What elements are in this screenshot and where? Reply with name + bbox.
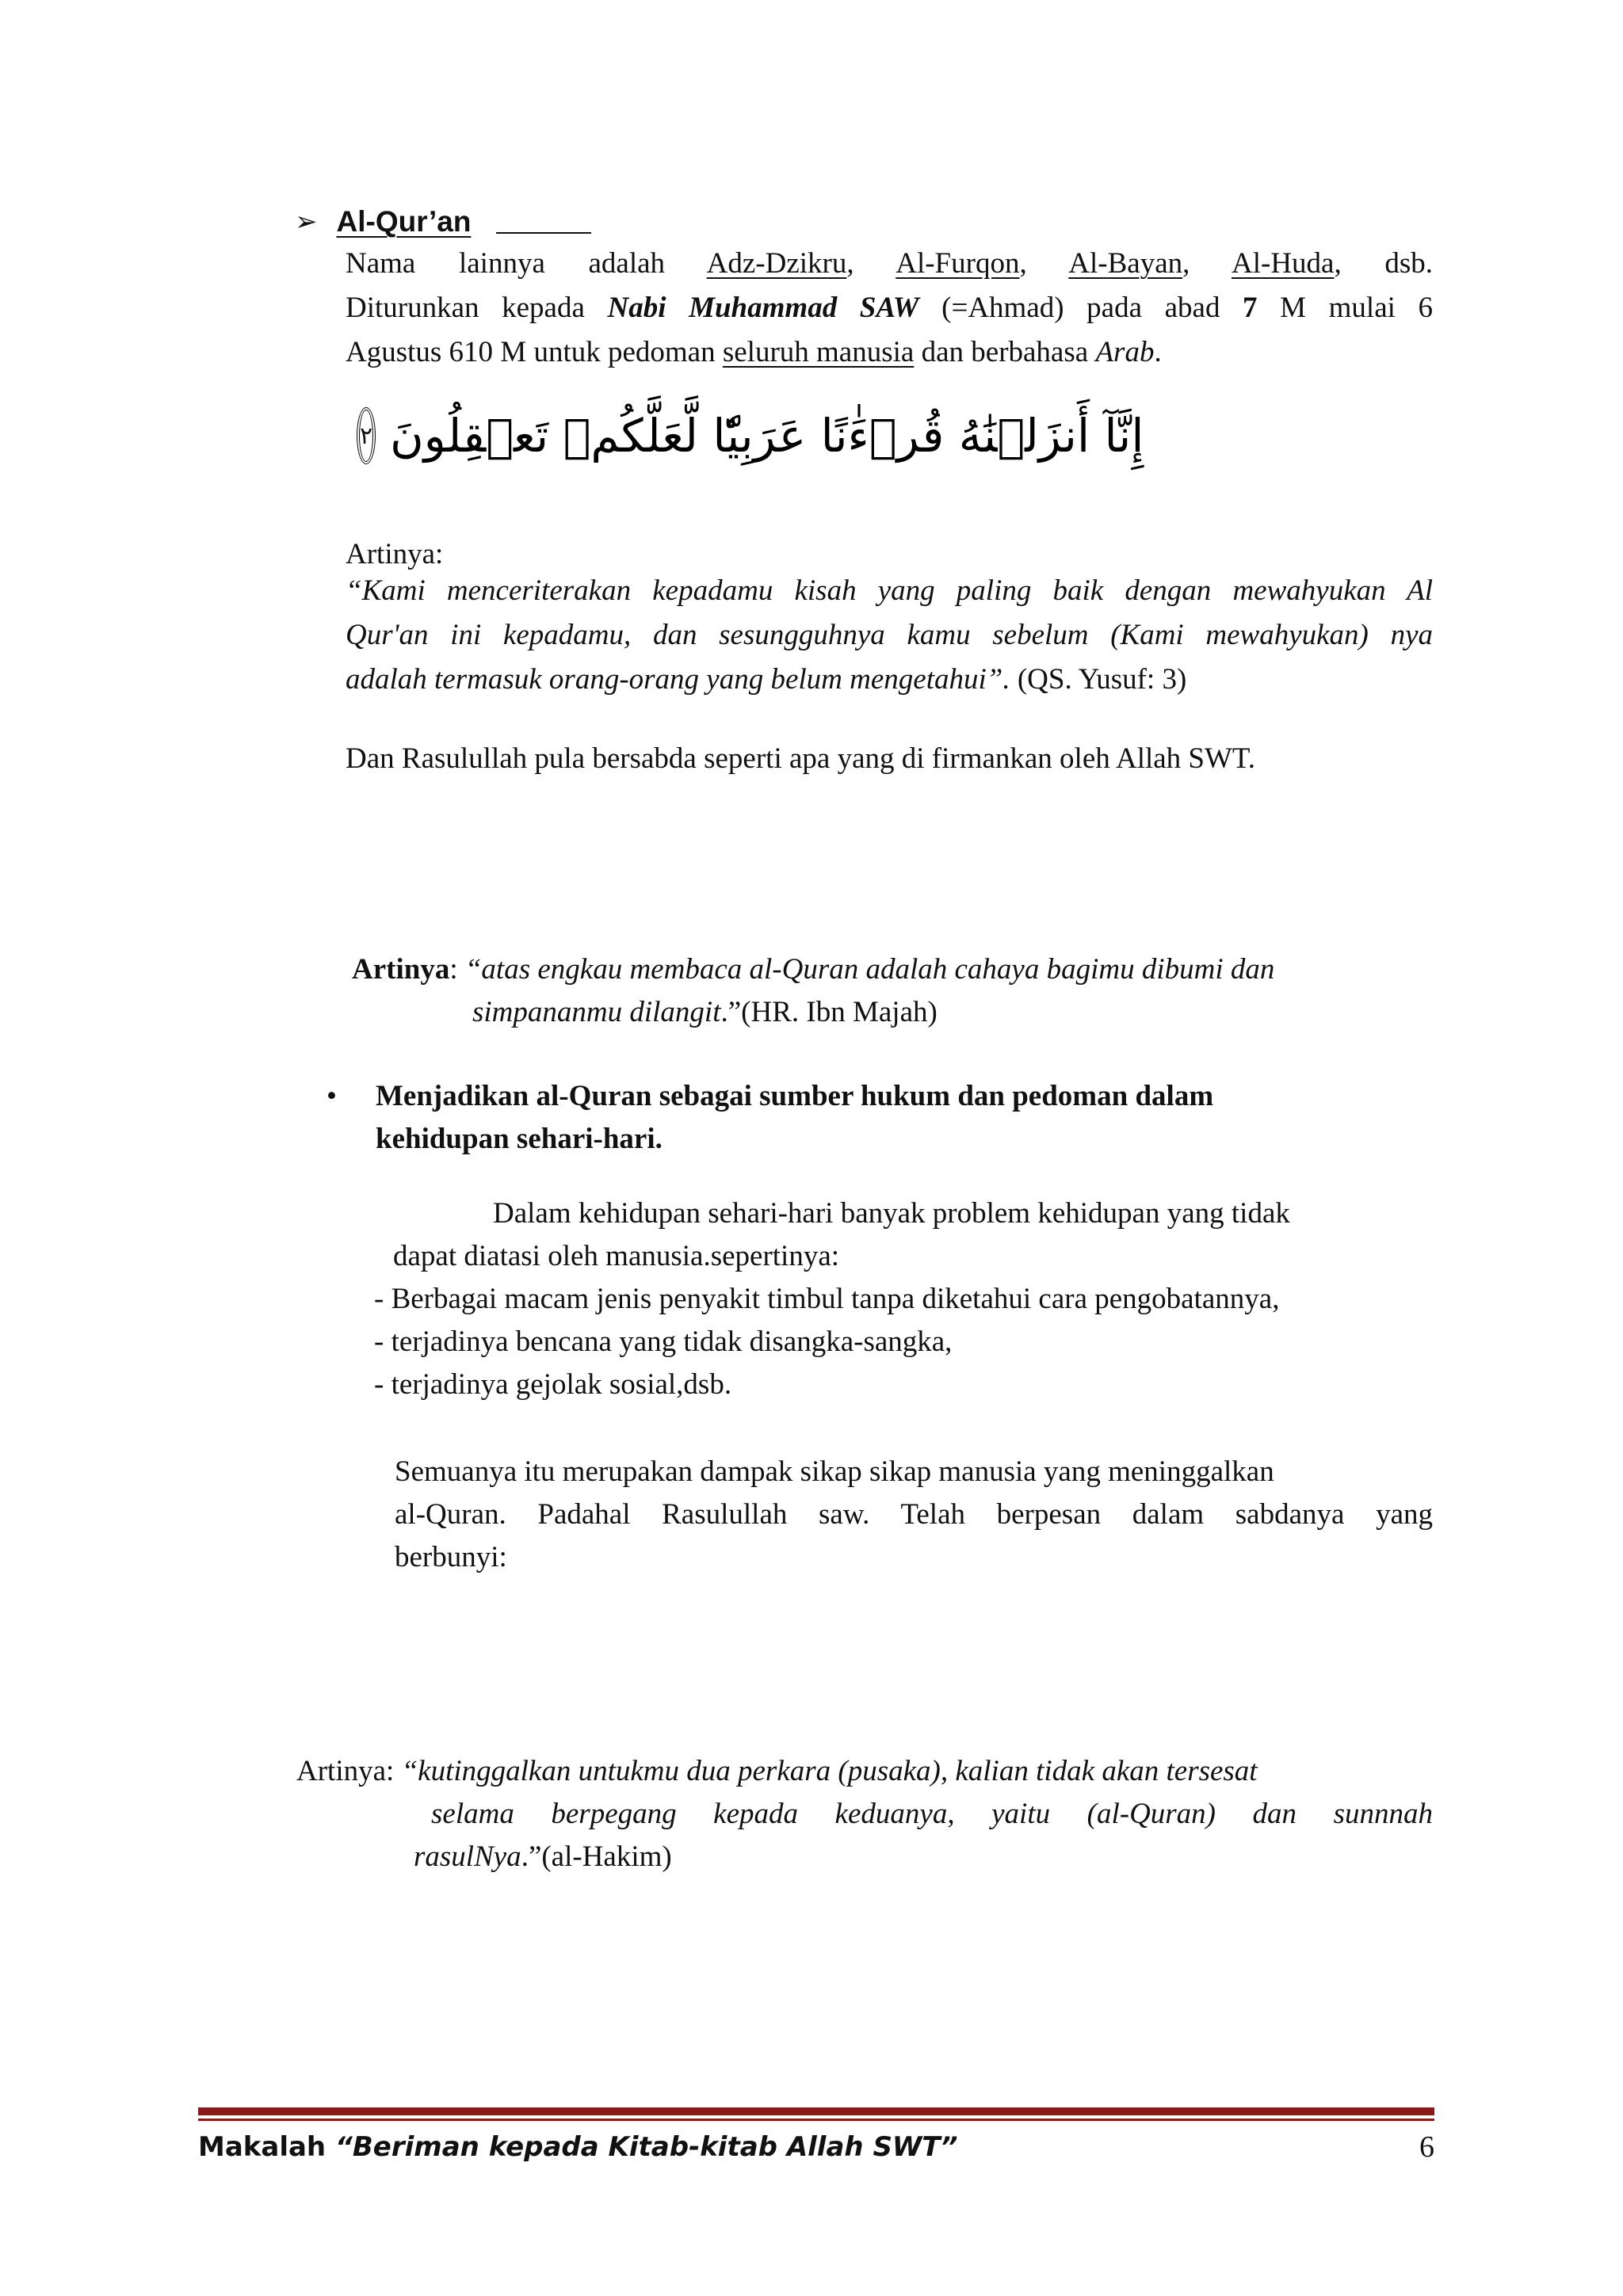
quote1-line2: Qur'an ini kepadamu, dan sesungguhnya kamu sebelum (Kami mewahyukan) nya xyxy=(346,619,1433,651)
bullet-line1: Menjadikan al-Quran sebagai sumber hukum dan pedoman dalam xyxy=(376,1080,1214,1112)
arabic-verse-text: إِنَّآ أَنزَلۡنَٰهُ قُرۡءَٰنًا عَرَبِيّٗا لَّعَلَّكُمۡ تَعۡقِلُونَ xyxy=(390,409,1144,463)
page-number: 6 xyxy=(1419,2130,1434,2164)
quran-verse xyxy=(357,392,1144,479)
section-heading xyxy=(295,200,566,244)
heading-underline-extension xyxy=(496,232,591,234)
rasul-statement: Dan Rasulullah pula bersabda seperti apa yang di firmankan oleh Allah SWT. xyxy=(346,742,1256,775)
section-title: Al-Qur’an xyxy=(336,205,472,238)
names-line: Nama lainnya adalah Adz-Dzikru, Al-Furqon, Al-Bayan, Al-Huda, dsb. xyxy=(346,247,1434,280)
body3-line1: Semuanya itu merupakan dampak sikap sikap manusia yang meninggalkan xyxy=(395,1455,1274,1488)
quote2-line2: simpananmu dilangit.”(HR. Ibn Majah) xyxy=(472,996,938,1028)
quote1-line1: “Kami menceriterakan kepadamu kisah yang paling baik dengan mewahyukan Al xyxy=(346,574,1433,607)
body2-line2: dapat diatasi oleh manusia.sepertinya: xyxy=(393,1240,840,1272)
quote3-line2: selama berpegang kepada keduanya, yaitu (al-Quran) dan sunnnah xyxy=(431,1798,1433,1830)
artinya-label-1: Artinya: xyxy=(346,538,444,570)
body2-line1: Dalam kehidupan sehari-hari banyak problem kehidupan yang tidak xyxy=(493,1197,1290,1230)
list-item: - terjadinya bencana yang tidak disangka-sangka, xyxy=(374,1325,953,1358)
bullet-line2: kehidupan sehari-hari. xyxy=(376,1123,663,1155)
footer-rule-thin xyxy=(198,2119,1434,2121)
body3-line2: al-Quran. Padahal Rasulullah saw. Telah berpesan dalam sabdanya yang xyxy=(395,1498,1433,1531)
body3-line3: berbunyi: xyxy=(395,1541,507,1573)
footer-title: Makalah “Beriman kepada Kitab-kitab Allah SWT” xyxy=(198,2131,958,2163)
quote3-line1: Artinya: “kutinggalkan untukmu dua perkara (pusaka), kalian tidak akan tersesat xyxy=(296,1755,1258,1787)
revelation-line: Diturunkan kepada Nabi Muhammad SAW (=Ahmad) pada abad 7 M mulai 6 xyxy=(346,292,1433,324)
list-item: - Berbagai macam jenis penyakit timbul tanpa diketahui cara pengobatannya, xyxy=(374,1283,1280,1315)
quote2-line1: Artinya: “atas engkau membaca al-Quran adalah cahaya bagimu dibumi dan xyxy=(352,953,1275,986)
date-line: Agustus 610 M untuk pedoman seluruh manusia dan berbahasa Arab. xyxy=(346,336,1162,368)
bullet-dot: • xyxy=(327,1080,337,1112)
quote1-line3: adalah termasuk orang-orang yang belum mengetahui”. (QS. Yusuf: 3) xyxy=(346,663,1187,696)
quote3-line3: rasulNya.”(al-Hakim) xyxy=(414,1840,672,1873)
arrow-bullet-icon: ➢ xyxy=(295,206,318,238)
footer-rule-thick xyxy=(198,2107,1434,2115)
ayah-number-icon: ٢ xyxy=(357,407,376,464)
list-item: - terjadinya gejolak sosial,dsb. xyxy=(374,1368,732,1401)
